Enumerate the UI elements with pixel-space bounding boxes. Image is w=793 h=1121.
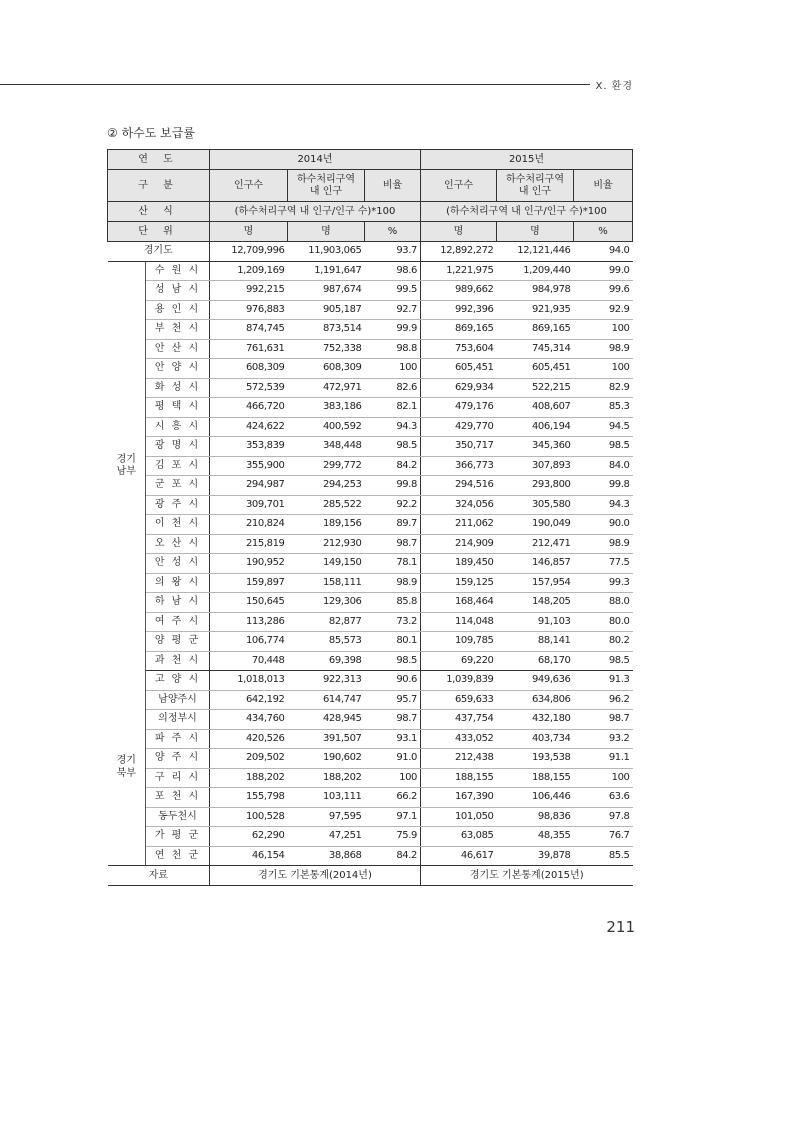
row-name: 안 산 시: [146, 339, 210, 359]
ratio-2015: 98.5: [574, 651, 633, 671]
ratio-2015: 97.8: [574, 807, 633, 827]
row-name: 의정부시: [146, 710, 210, 730]
unit-pop-2015: 명: [421, 222, 497, 242]
served-2015: 68,170: [497, 651, 574, 671]
pop-2014: 209,502: [210, 749, 288, 769]
row-name: 광 주 시: [146, 495, 210, 515]
row-name: 구 리 시: [146, 768, 210, 788]
table-row: [108, 768, 633, 788]
table-row: [108, 749, 633, 769]
pop-2015: 366,773: [421, 456, 497, 476]
pop-2014: 46,154: [210, 846, 288, 866]
source-label: 자료: [108, 866, 210, 886]
served-2015: 39,878: [497, 846, 574, 866]
ratio-2014: 78.1: [365, 554, 421, 574]
ratio-2014: 98.5: [365, 651, 421, 671]
pop-2015: 605,451: [421, 359, 497, 379]
ratio-2015: 98.9: [574, 339, 633, 359]
row-name: 하 남 시: [146, 593, 210, 613]
row-name: 이 천 시: [146, 515, 210, 535]
served-2014: 752,338: [288, 339, 365, 359]
row-name: 과 천 시: [146, 651, 210, 671]
pop-2014: 70,448: [210, 651, 288, 671]
region-label-north: 경기 북부: [108, 671, 146, 866]
year-2014: 2014년: [210, 150, 421, 170]
served-2015: 745,314: [497, 339, 574, 359]
pop-2014: 150,645: [210, 593, 288, 613]
pop-2014: 159,897: [210, 573, 288, 593]
table-row: [108, 651, 633, 671]
ratio-2015: 82.9: [574, 378, 633, 398]
served-2014: 922,313: [288, 671, 365, 691]
pop-2015: 433,052: [421, 729, 497, 749]
year-label: 연 도: [108, 150, 210, 170]
ratio-2014: 73.2: [365, 612, 421, 632]
formula-2015: (하수처리구역 내 인구/인구 수)*100: [421, 202, 633, 222]
pop-2015: 869,165: [421, 320, 497, 340]
ratio-2015: 80.2: [574, 632, 633, 652]
ratio-header-2014: 비율: [365, 170, 421, 202]
ratio-2014: 98.7: [365, 534, 421, 554]
header-row-category: [108, 170, 633, 202]
pop-2014: 976,883: [210, 300, 288, 320]
served-2015: 188,155: [497, 768, 574, 788]
ratio-2014: 92.2: [365, 495, 421, 515]
table-row-source: [108, 866, 633, 886]
table-row: [108, 378, 633, 398]
pop-2014: 106,774: [210, 632, 288, 652]
source-2015: 경기도 기본통계(2015년): [421, 866, 633, 886]
ratio-2015: 98.5: [574, 437, 633, 457]
table-row: [108, 612, 633, 632]
ratio-2014: 100: [365, 359, 421, 379]
pop-2015: 167,390: [421, 788, 497, 808]
row-name: 평 택 시: [146, 398, 210, 418]
pop-header-2014: 인구수: [210, 170, 288, 202]
row-name: 여 주 시: [146, 612, 210, 632]
pop-2015: 211,062: [421, 515, 497, 535]
pop-2014: 874,745: [210, 320, 288, 340]
pop-2014: 434,760: [210, 710, 288, 730]
ratio-2014: 84.2: [365, 456, 421, 476]
served-2014: 299,772: [288, 456, 365, 476]
pop-2015: 46,617: [421, 846, 497, 866]
row-name: 오 산 시: [146, 534, 210, 554]
ratio-2014: 89.7: [365, 515, 421, 535]
pop-2015: 989,662: [421, 281, 497, 301]
pop-2014: 642,192: [210, 690, 288, 710]
pop-2014: 992,215: [210, 281, 288, 301]
served-2014: 905,187: [288, 300, 365, 320]
served-2015: 88,141: [497, 632, 574, 652]
table-row: [108, 710, 633, 730]
ratio-2015: 92.9: [574, 300, 633, 320]
ratio-2015: 76.7: [574, 827, 633, 847]
table-row: [108, 554, 633, 574]
pop-2015: 12,892,272: [421, 242, 497, 262]
pop-2014: 155,798: [210, 788, 288, 808]
ratio-2015: 100: [574, 320, 633, 340]
pop-2014: 188,202: [210, 768, 288, 788]
row-name: 김 포 시: [146, 456, 210, 476]
served-2015: 146,857: [497, 554, 574, 574]
pop-2015: 114,048: [421, 612, 497, 632]
row-name: 부 천 시: [146, 320, 210, 340]
ratio-2014: 95.7: [365, 690, 421, 710]
ratio-2014: 82.1: [365, 398, 421, 418]
ratio-2015: 99.3: [574, 573, 633, 593]
pop-2015: 753,604: [421, 339, 497, 359]
served-2015: 949,636: [497, 671, 574, 691]
ratio-2014: 92.7: [365, 300, 421, 320]
served-2014: 69,398: [288, 651, 365, 671]
table-row: [108, 573, 633, 593]
pop-2014: 1,018,013: [210, 671, 288, 691]
table-row: [108, 495, 633, 515]
pop-2015: 101,050: [421, 807, 497, 827]
served-2014: 383,186: [288, 398, 365, 418]
row-name: 양 주 시: [146, 749, 210, 769]
pop-2014: 355,900: [210, 456, 288, 476]
ratio-2014: 84.2: [365, 846, 421, 866]
ratio-2014: 99.5: [365, 281, 421, 301]
pop-2015: 159,125: [421, 573, 497, 593]
served-2015: 408,607: [497, 398, 574, 418]
table-row: [108, 632, 633, 652]
row-name: 연 천 군: [146, 846, 210, 866]
table-row: [108, 456, 633, 476]
ratio-2014: 98.8: [365, 339, 421, 359]
served-2014: 188,202: [288, 768, 365, 788]
served-2015: 193,538: [497, 749, 574, 769]
row-name: 남양주시: [146, 690, 210, 710]
served-2015: 212,471: [497, 534, 574, 554]
ratio-2015: 96.2: [574, 690, 633, 710]
served-2014: 348,448: [288, 437, 365, 457]
pop-2015: 212,438: [421, 749, 497, 769]
served-2015: 522,215: [497, 378, 574, 398]
ratio-2015: 98.7: [574, 710, 633, 730]
served-2014: 400,592: [288, 417, 365, 437]
ratio-2015: 77.5: [574, 554, 633, 574]
pop-2015: 214,909: [421, 534, 497, 554]
pop-2015: 479,176: [421, 398, 497, 418]
table-row: [108, 339, 633, 359]
ratio-2015: 94.3: [574, 495, 633, 515]
header-row-formula: [108, 202, 633, 222]
served-2014: 1,191,647: [288, 261, 365, 281]
served-2014: 472,971: [288, 378, 365, 398]
served-2014: 189,156: [288, 515, 365, 535]
ratio-2015: 84.0: [574, 456, 633, 476]
ratio-2014: 66.2: [365, 788, 421, 808]
unit-label: 단 위: [108, 222, 210, 242]
table-row: [108, 827, 633, 847]
table-row: [108, 398, 633, 418]
formula-2014: (하수처리구역 내 인구/인구 수)*100: [210, 202, 421, 222]
ratio-2015: 63.6: [574, 788, 633, 808]
pop-header-2015: 인구수: [421, 170, 497, 202]
table-row: [108, 515, 633, 535]
served-2014: 158,111: [288, 573, 365, 593]
ratio-2015: 88.0: [574, 593, 633, 613]
ratio-2015: 94.5: [574, 417, 633, 437]
row-name: 고 양 시: [146, 671, 210, 691]
served-2014: 82,877: [288, 612, 365, 632]
served-2015: 157,954: [497, 573, 574, 593]
served-header-2014: 하수처리구역 내 인구: [288, 170, 365, 202]
header-row-unit: [108, 222, 633, 242]
source-2014: 경기도 기본통계(2014년): [210, 866, 421, 886]
ratio-2014: 75.9: [365, 827, 421, 847]
table-row: [108, 437, 633, 457]
page-number: 211: [606, 918, 635, 936]
served-2014: 428,945: [288, 710, 365, 730]
pop-2015: 1,221,975: [421, 261, 497, 281]
ratio-2014: 82.6: [365, 378, 421, 398]
pop-2014: 62,290: [210, 827, 288, 847]
table-row: [108, 417, 633, 437]
served-2015: 921,935: [497, 300, 574, 320]
served-2015: 1,209,440: [497, 261, 574, 281]
served-2014: 103,111: [288, 788, 365, 808]
row-name: 양 평 군: [146, 632, 210, 652]
section-title: ② 하수도 보급률: [107, 126, 195, 140]
ratio-2015: 91.1: [574, 749, 633, 769]
ratio-2014: 80.1: [365, 632, 421, 652]
ratio-2014: 90.6: [365, 671, 421, 691]
served-2014: 38,868: [288, 846, 365, 866]
row-name: 광 명 시: [146, 437, 210, 457]
ratio-2014: 85.8: [365, 593, 421, 613]
served-2015: 984,978: [497, 281, 574, 301]
served-2015: 403,734: [497, 729, 574, 749]
pop-2015: 324,056: [421, 495, 497, 515]
ratio-2015: 99.6: [574, 281, 633, 301]
ratio-2014: 99.9: [365, 320, 421, 340]
ratio-2015: 80.0: [574, 612, 633, 632]
table-row: [108, 261, 633, 281]
ratio-2015: 91.3: [574, 671, 633, 691]
row-name: 안 성 시: [146, 554, 210, 574]
served-2014: 85,573: [288, 632, 365, 652]
served-2014: 212,930: [288, 534, 365, 554]
pop-2014: 572,539: [210, 378, 288, 398]
formula-label: 산 식: [108, 202, 210, 222]
table-row: [108, 788, 633, 808]
served-2015: 148,205: [497, 593, 574, 613]
pop-2015: 1,039,839: [421, 671, 497, 691]
pop-2015: 437,754: [421, 710, 497, 730]
row-name: 용 인 시: [146, 300, 210, 320]
pop-2014: 420,526: [210, 729, 288, 749]
ratio-2014: 99.8: [365, 476, 421, 496]
pop-2014: 424,622: [210, 417, 288, 437]
served-2014: 190,602: [288, 749, 365, 769]
ratio-2014: 97.1: [365, 807, 421, 827]
served-2015: 293,800: [497, 476, 574, 496]
ratio-2015: 99.8: [574, 476, 633, 496]
served-2014: 11,903,065: [288, 242, 365, 262]
served-2014: 614,747: [288, 690, 365, 710]
pop-2014: 466,720: [210, 398, 288, 418]
ratio-2014: 93.1: [365, 729, 421, 749]
chapter-header: Ⅹ. 환경: [595, 81, 633, 92]
ratio-2015: 100: [574, 768, 633, 788]
served-2015: 605,451: [497, 359, 574, 379]
header-rule: [0, 84, 590, 85]
served-2015: 307,893: [497, 456, 574, 476]
served-2014: 285,522: [288, 495, 365, 515]
table-row: [108, 690, 633, 710]
table-row: [108, 807, 633, 827]
row-name: 파 주 시: [146, 729, 210, 749]
ratio-2014: 93.7: [365, 242, 421, 262]
ratio-2014: 98.5: [365, 437, 421, 457]
served-2014: 47,251: [288, 827, 365, 847]
pop-2015: 294,516: [421, 476, 497, 496]
served-2015: 12,121,446: [497, 242, 574, 262]
table-header: [108, 150, 633, 242]
row-name: 경기도: [108, 242, 210, 262]
pop-2014: 190,952: [210, 554, 288, 574]
served-2015: 91,103: [497, 612, 574, 632]
served-2015: 48,355: [497, 827, 574, 847]
row-name: 포 천 시: [146, 788, 210, 808]
table-row: [108, 320, 633, 340]
pop-2014: 100,528: [210, 807, 288, 827]
pop-2014: 215,819: [210, 534, 288, 554]
unit-pop-2014: 명: [210, 222, 288, 242]
ratio-2015: 90.0: [574, 515, 633, 535]
region-label-south: 경기 남부: [108, 261, 146, 671]
served-2015: 869,165: [497, 320, 574, 340]
table-row: [108, 729, 633, 749]
served-2014: 608,309: [288, 359, 365, 379]
pop-2015: 629,934: [421, 378, 497, 398]
table-row: [108, 281, 633, 301]
ratio-2014: 94.3: [365, 417, 421, 437]
table-body: [108, 242, 633, 866]
row-name: 가 평 군: [146, 827, 210, 847]
ratio-2014: 91.0: [365, 749, 421, 769]
served-2015: 406,194: [497, 417, 574, 437]
pop-2015: 168,464: [421, 593, 497, 613]
ratio-2014: 98.6: [365, 261, 421, 281]
pop-2014: 1,209,169: [210, 261, 288, 281]
pop-2015: 188,155: [421, 768, 497, 788]
pop-2015: 63,085: [421, 827, 497, 847]
served-2014: 129,306: [288, 593, 365, 613]
sewer-supply-table: [107, 149, 633, 886]
unit-ratio-2014: %: [365, 222, 421, 242]
served-2015: 106,446: [497, 788, 574, 808]
row-name: 동두천시: [146, 807, 210, 827]
row-name: 화 성 시: [146, 378, 210, 398]
pop-2014: 294,987: [210, 476, 288, 496]
served-2014: 97,595: [288, 807, 365, 827]
ratio-2015: 85.3: [574, 398, 633, 418]
ratio-2014: 98.9: [365, 573, 421, 593]
served-2014: 149,150: [288, 554, 365, 574]
served-header-2015: 하수처리구역 내 인구: [497, 170, 574, 202]
pop-2014: 210,824: [210, 515, 288, 535]
ratio-header-2015: 비율: [574, 170, 633, 202]
pop-2015: 659,633: [421, 690, 497, 710]
served-2014: 391,507: [288, 729, 365, 749]
served-2014: 294,253: [288, 476, 365, 496]
year-2015: 2015년: [421, 150, 633, 170]
table-row: [108, 359, 633, 379]
row-name: 수 원 시: [146, 261, 210, 281]
unit-served-2015: 명: [497, 222, 574, 242]
table-row: [108, 846, 633, 866]
pop-2014: 113,286: [210, 612, 288, 632]
ratio-2015: 99.0: [574, 261, 633, 281]
pop-2014: 353,839: [210, 437, 288, 457]
pop-2014: 309,701: [210, 495, 288, 515]
served-2014: 873,514: [288, 320, 365, 340]
ratio-2014: 100: [365, 768, 421, 788]
pop-2014: 761,631: [210, 339, 288, 359]
row-name: 시 흥 시: [146, 417, 210, 437]
category-label: 구 분: [108, 170, 210, 202]
ratio-2015: 98.9: [574, 534, 633, 554]
row-name: 안 양 시: [146, 359, 210, 379]
table-row: [108, 300, 633, 320]
served-2015: 305,580: [497, 495, 574, 515]
served-2015: 98,836: [497, 807, 574, 827]
table-row: [108, 593, 633, 613]
row-name: 성 남 시: [146, 281, 210, 301]
ratio-2015: 100: [574, 359, 633, 379]
ratio-2014: 98.7: [365, 710, 421, 730]
row-name: 군 포 시: [146, 476, 210, 496]
served-2015: 432,180: [497, 710, 574, 730]
pop-2015: 350,717: [421, 437, 497, 457]
served-2015: 345,360: [497, 437, 574, 457]
header-row-year: [108, 150, 633, 170]
pop-2015: 429,770: [421, 417, 497, 437]
row-name: 의 왕 시: [146, 573, 210, 593]
pop-2015: 992,396: [421, 300, 497, 320]
unit-served-2014: 명: [288, 222, 365, 242]
served-2014: 987,674: [288, 281, 365, 301]
pop-2015: 109,785: [421, 632, 497, 652]
pop-2015: 189,450: [421, 554, 497, 574]
table-row: [108, 671, 633, 691]
pop-2014: 608,309: [210, 359, 288, 379]
ratio-2015: 85.5: [574, 846, 633, 866]
served-2015: 190,049: [497, 515, 574, 535]
table-row: [108, 534, 633, 554]
table-row-total: [108, 242, 633, 262]
pop-2014: 12,709,996: [210, 242, 288, 262]
pop-2015: 69,220: [421, 651, 497, 671]
table-row: [108, 476, 633, 496]
ratio-2015: 94.0: [574, 242, 633, 262]
served-2015: 634,806: [497, 690, 574, 710]
ratio-2015: 93.2: [574, 729, 633, 749]
unit-ratio-2015: %: [574, 222, 633, 242]
